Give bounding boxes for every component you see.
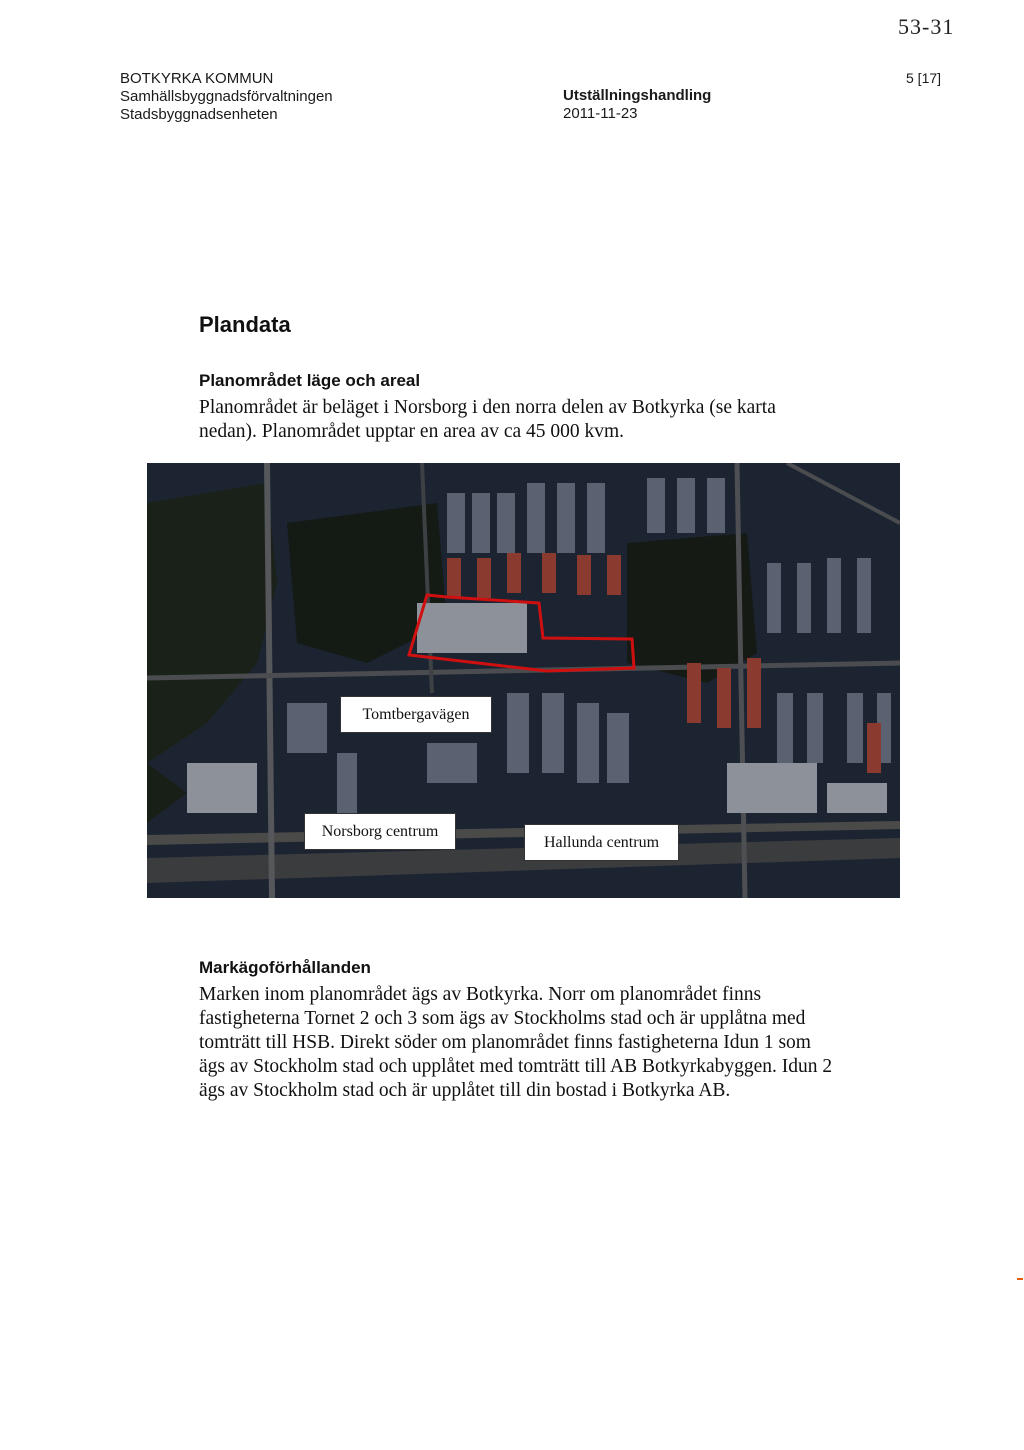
- document-type: Utställningshandling: [563, 87, 712, 104]
- unit-name: Stadsbyggnadsenheten: [120, 106, 278, 123]
- organization-block: [120, 70, 333, 124]
- page-number: 5 [17]: [906, 70, 942, 86]
- document-reference-number: 53-31: [898, 14, 955, 39]
- aerial-map: [147, 463, 900, 898]
- map-label-hallunda-centrum: Hallunda centrum: [524, 824, 679, 861]
- section-heading-land-ownership: Markägoförhållanden: [199, 958, 371, 977]
- section-text-land-ownership: Marken inom planområdet ägs av Botkyrka. Norr om planområdet finns fastigheterna Tornet 2 och 3 som ägs av Stockholms stad och är upplåtna med tomträtt till HSB. Direkt söder om planområdet finns fastigheterna Idun 1 som ägs av Stockholm stad och upplåtet med tomträtt till AB Botkyrkabyggen. Idun 2 ägs av Stockholm stad och är upplåtet till din bostad i Botkyrka AB.: [199, 984, 833, 1101]
- page-title: Plandata: [199, 312, 291, 337]
- municipality-name: BOTKYRKA KOMMUN: [120, 70, 274, 87]
- map-label-norsborg-centrum: Norsborg centrum: [304, 813, 456, 850]
- map-label-tomtbergavagen: Tomtbergavägen: [340, 696, 492, 733]
- department-name: Samhällsbyggnadsförvaltningen: [120, 88, 333, 105]
- document-status-block: [563, 87, 711, 123]
- document-date: 2011-11-23: [563, 105, 638, 122]
- section-text-location-area: Planområdet är beläget i Norsborg i den norra delen av Botkyrka (se karta nedan). Planområdet upptar en area av ca 45 000 kvm.: [199, 397, 776, 442]
- scan-edge-mark: [1017, 1278, 1023, 1280]
- section-heading-location-area: Planområdet läge och areal: [199, 371, 421, 390]
